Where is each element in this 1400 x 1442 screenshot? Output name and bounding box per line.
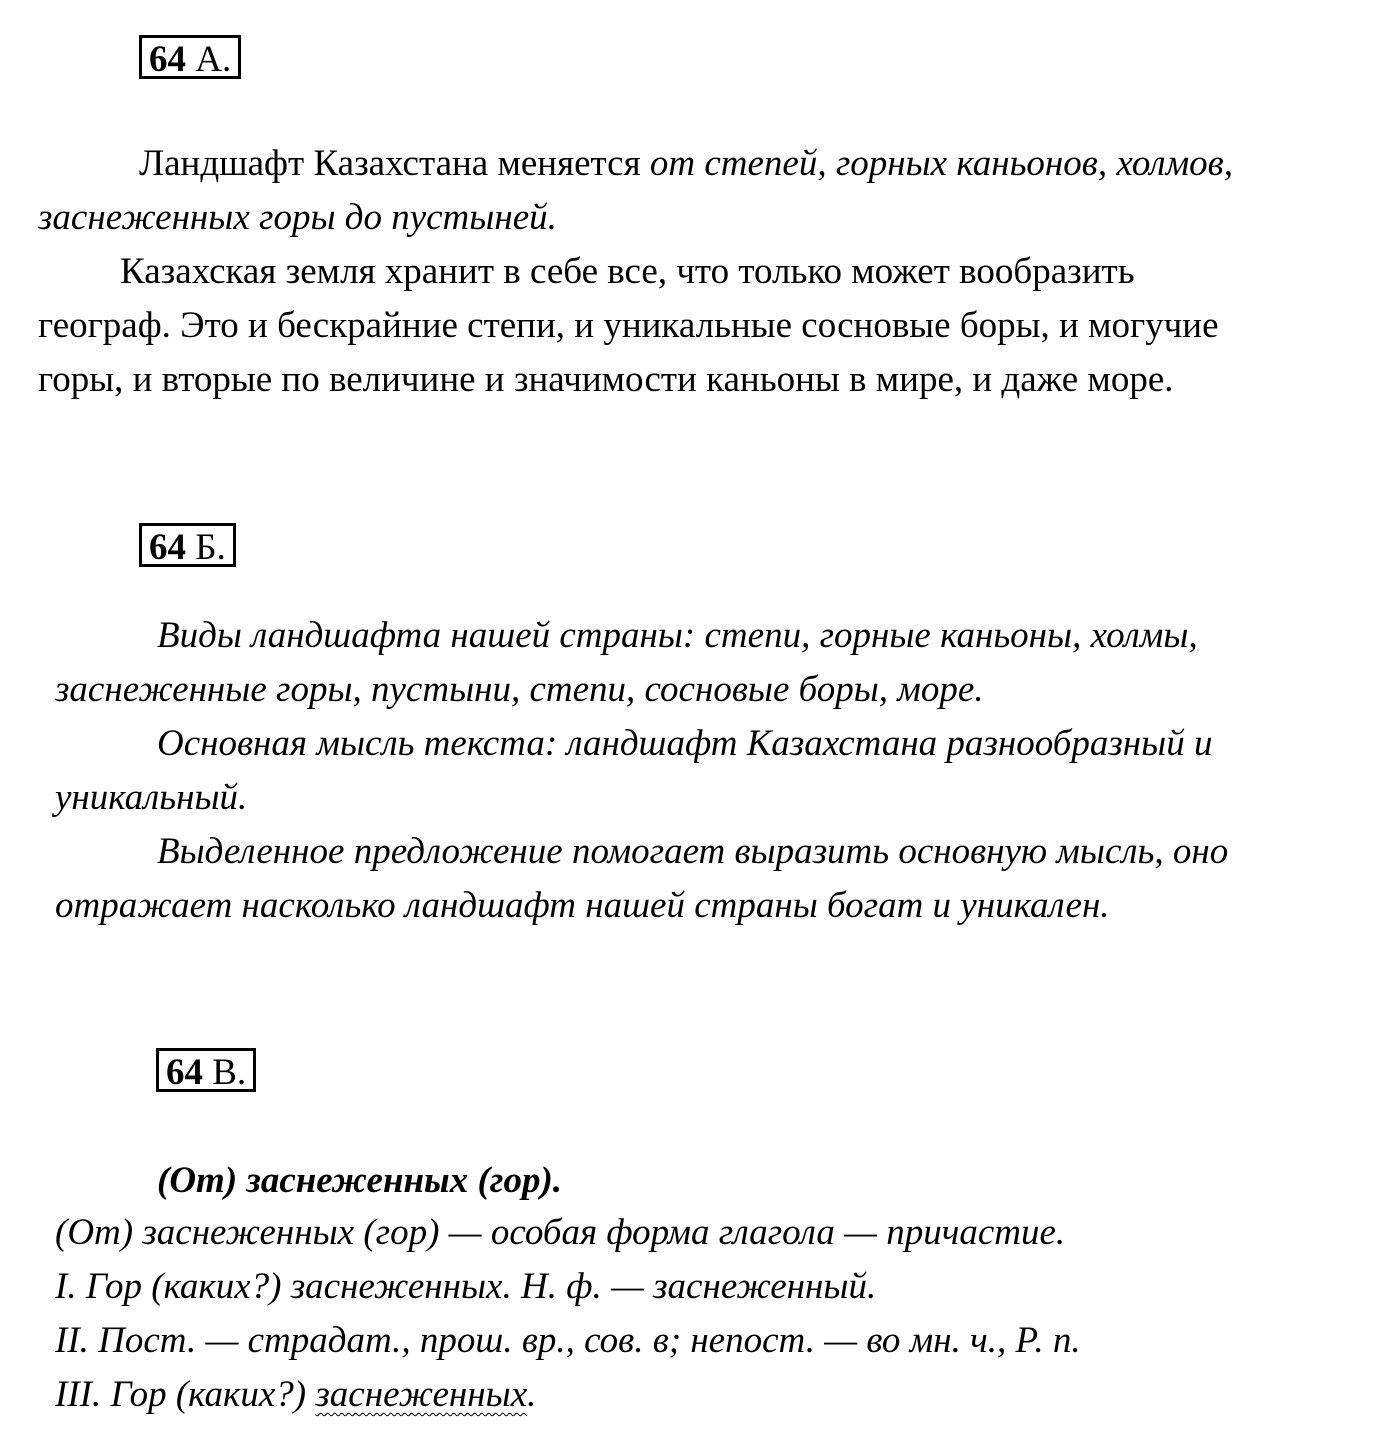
paragraph-a2-line2: географ. Это и бескрайние степи, и уникальные сосновые боры, и могучие [38,305,1219,346]
paragraph-b-line5: Выделенное предложение помогает выразить основную мысль, оно [157,831,1229,872]
section-number: 64 [149,39,186,80]
section-letter: Б. [195,527,226,568]
analysis-line1: (От) заснеженных (гор) — особая форма глагола — причастие. [55,1212,1066,1253]
paragraph-b-line3: Основная мысль текста: ландшафт Казахстана разнообразный и [157,723,1213,764]
paragraph-b-line1: Виды ландшафта нашей страны: степи, горные каньоны, холмы, [157,615,1198,656]
section-number: 64 [166,1052,203,1093]
section-letter: А. [195,39,232,80]
section-label-64a [139,35,241,79]
text-normal: Ландшафт Казахстана меняется [139,143,650,184]
analysis-line4 [55,1368,536,1423]
analysis-line3: II. Пост. — страдат., прош. вр., сов. в; непост. — во мн. ч., Р. п. [55,1320,1081,1361]
paragraph-b-line2: заснеженные горы, пустыни, степи, сосновые боры, море. [55,669,984,710]
paragraph-a1-line2: заснеженных горы до пустыней. [38,197,557,238]
paragraph-a2-line3: горы, и вторые по величине и значимости каньоны в мире, и даже море. [38,359,1174,400]
section-label-64v [156,1048,256,1092]
analysis-line4-suffix: . [527,1374,537,1415]
section-label-64b [139,523,236,567]
text-italic: от степей, горных каньонов, холмов, [649,143,1233,184]
section-number: 64 [149,527,186,568]
analysis-heading: (От) заснеженных (гор). [157,1160,563,1201]
section-letter: В. [212,1052,247,1093]
paragraph-a2-line1: Казахская земля хранит в себе все, что только может вообразить [120,251,1135,292]
paragraph-a1-line1 [139,137,1233,192]
wavy-underlined-word: заснеженных [315,1374,528,1415]
paragraph-b-line4: уникальный. [55,777,248,818]
analysis-line4-prefix: III. Гор (каких?) [55,1374,316,1415]
paragraph-b-line6: отражает насколько ландшафт нашей страны богат и уникален. [55,885,1110,926]
analysis-line2: I. Гор (каких?) заснеженных. Н. ф. — заснеженный. [55,1266,877,1307]
